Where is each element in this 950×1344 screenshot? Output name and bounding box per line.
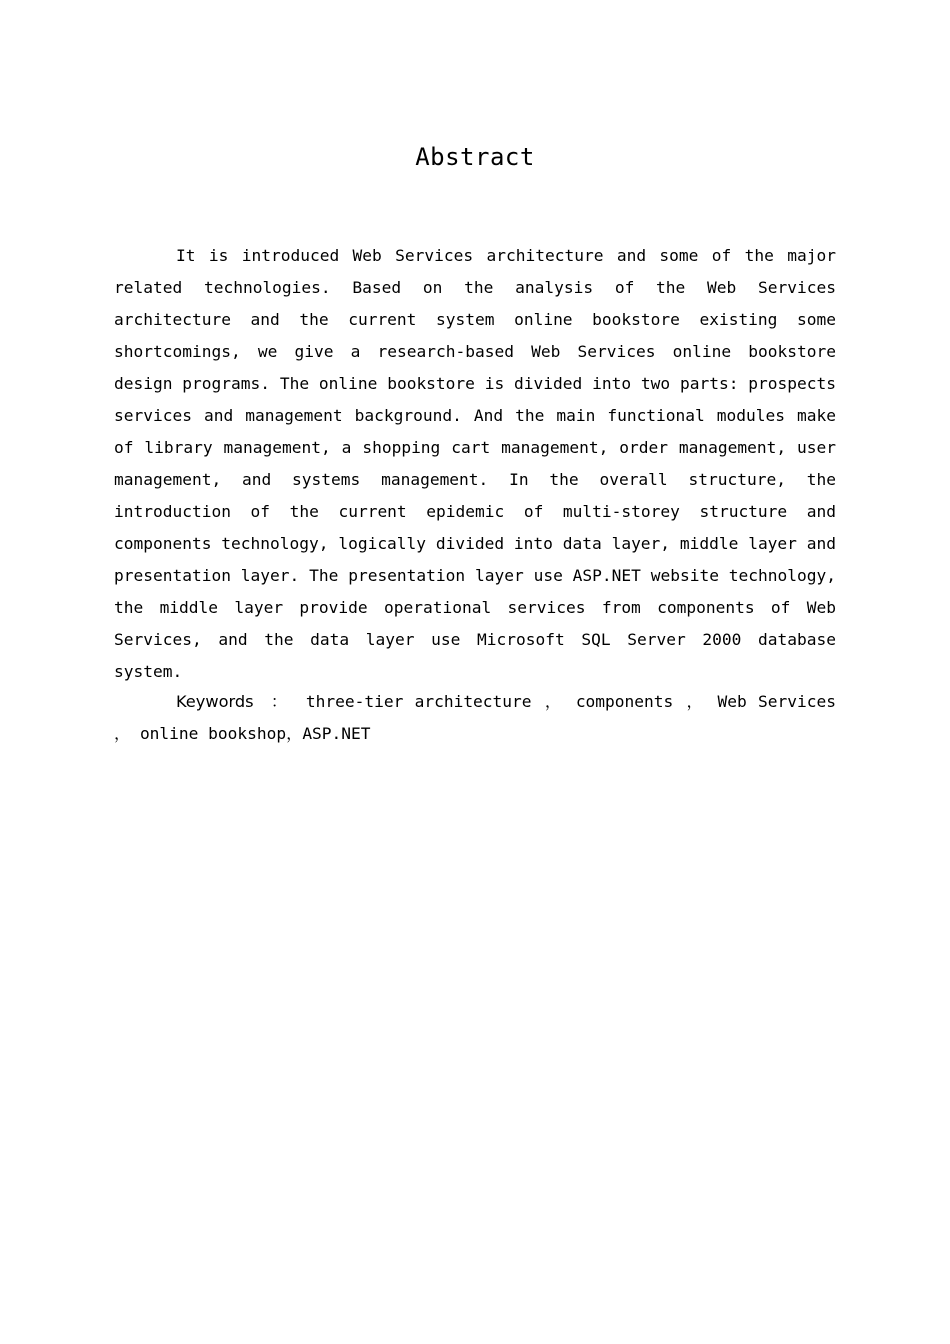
- keyword-item: Web Services: [717, 692, 837, 711]
- keyword-item: components: [575, 692, 674, 711]
- keyword-comma: ，: [675, 692, 716, 711]
- abstract-paragraph: It is introduced Web Services architecture and some of the major related technologies. Based on the analysis of the Web Services architecture and the current system online bookstore existing some shortcomings, we give a research-based Web Services online bookstore design programs. The online bookstore is divided into two parts: prospects services and management background. And the main functional modules make of library management, a shopping cart management, order management, user management, and systems management. In the overall structure, the introduction of the current epidemic of multi-storey structure and components technology, logically divided into data layer, middle layer and presentation layer. The presentation layer use ASP.NET website technology, the middle layer provide operational services from components of Web Services, and the data layer use Microsoft SQL Server 2000 database system.: [114, 246, 836, 681]
- page-title: Abstract: [415, 143, 535, 171]
- keyword-comma: ，: [533, 692, 574, 711]
- keyword-comma: ，: [286, 724, 303, 743]
- keywords-label: Keywords: [176, 692, 254, 711]
- keywords-line: [114, 686, 836, 750]
- keyword-item: ASP.NET: [302, 724, 371, 743]
- keyword-item: online bookshop: [139, 724, 287, 743]
- keyword-item: three-tier architecture: [305, 692, 532, 711]
- keywords-separator: ：: [270, 692, 289, 711]
- keyword-comma: ，: [114, 724, 140, 743]
